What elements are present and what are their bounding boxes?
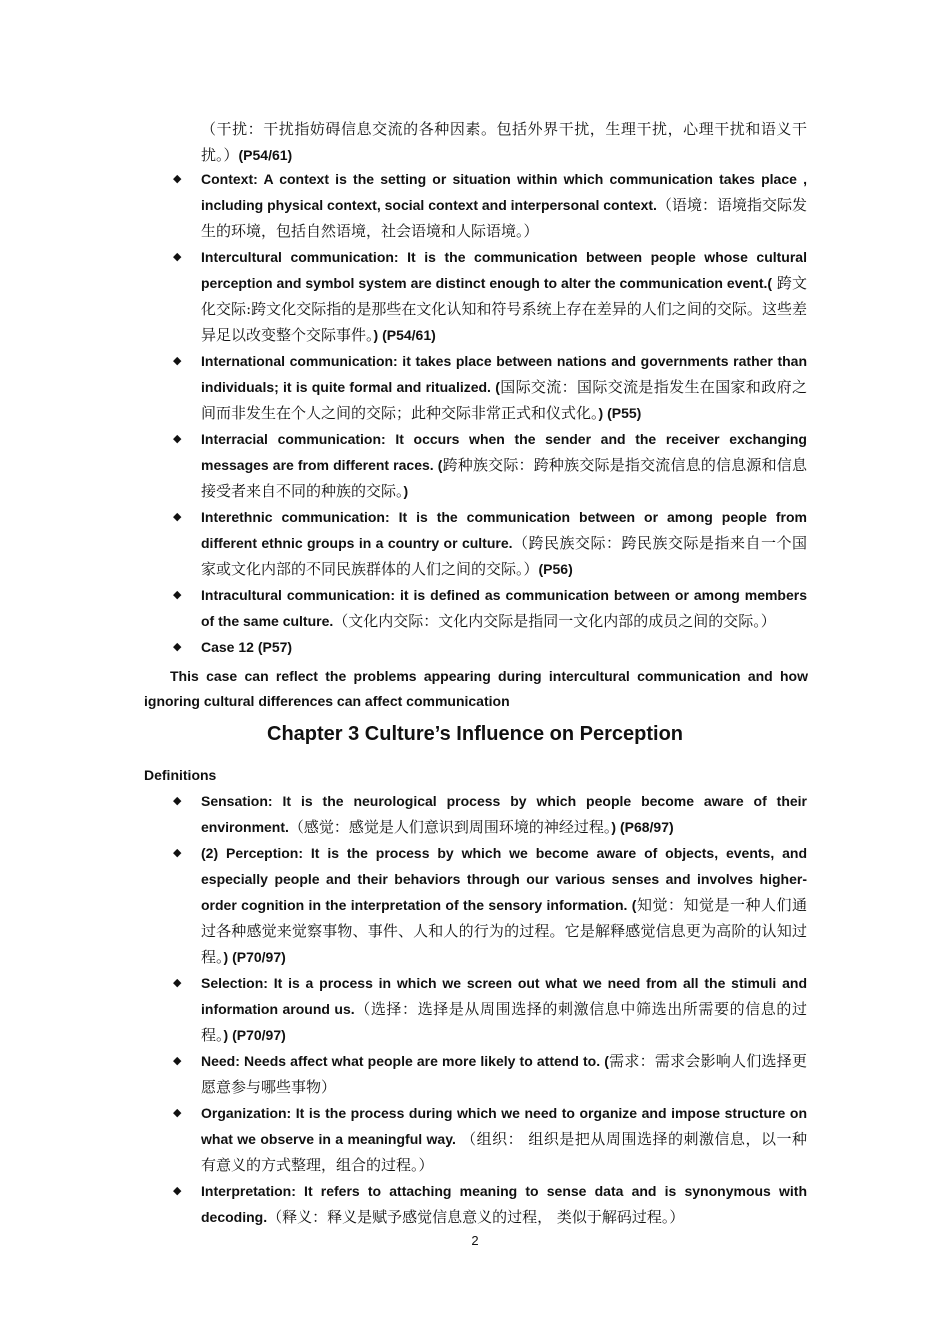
list-item-case — [173, 634, 807, 660]
chapter-title: Chapter 3 Culture’s Influence on Perception — [267, 723, 683, 745]
list-item-interracial — [173, 426, 807, 504]
list-item-perception — [173, 840, 807, 970]
item-chinese: 需求：需求会影响人们选择更愿意参与哪些事物） — [201, 1052, 807, 1096]
list-item-need — [173, 1048, 807, 1100]
item-english: Interracial communication: It occurs when the sender and the receiver exchanging messages are from different races. ( — [201, 431, 807, 473]
item-english: (2) Perception: It is the process by which we become aware of objects, events, and especially people and their behaviors through our various senses and involves higher-order cognition in the interpretation of the sensory information. ( — [201, 845, 807, 913]
bullet-diamond-icon: ◆ — [173, 1184, 182, 1197]
list-item-interpretation — [173, 1178, 807, 1230]
bullet-diamond-icon: ◆ — [173, 510, 182, 523]
bullet-diamond-icon: ◆ — [173, 794, 182, 807]
list-item-intercultural — [173, 244, 807, 348]
page-number: 2 — [471, 1233, 479, 1248]
bullet-diamond-icon: ◆ — [173, 846, 182, 859]
item-reference: ) (P55) — [598, 405, 642, 421]
item-english: Context: A context is the setting or situation within which communication takes place , including physical context, social context and interpersonal context. — [201, 171, 807, 213]
item-reference: ) (P70/97) — [223, 949, 286, 965]
bullet-diamond-icon: ◆ — [173, 1106, 182, 1119]
item-english: Case 12 (P57) — [201, 639, 293, 655]
list-item-selection — [173, 970, 807, 1048]
list-item-organization — [173, 1100, 807, 1178]
item-english: Selection: It is a process in which we screen out what we need from all the stimuli and information around us. — [201, 975, 807, 1017]
item-english: Need: Needs affect what people are more likely to attend to. ( — [201, 1053, 609, 1069]
item-reference: ) — [403, 483, 409, 499]
item-reference: (P56) — [538, 561, 573, 577]
list-item-context — [173, 166, 807, 244]
item-chinese: （选择：选择是从周围选择的刺激信息中筛选出所需要的信息的过程。 — [201, 1000, 807, 1044]
list-item-international — [173, 348, 807, 426]
item-chinese: 国际交流：国际交流是指发生在国家和政府之间而非发生在个人之间的交际；此种交际非常正式和仪式化。 — [201, 378, 807, 422]
item-english: Intercultural communication: It is the communication between people whose cultural perception and symbol system are distinct enough to alter the communication event.( — [201, 249, 807, 291]
case-paragraph: This case can reflect the problems appearing during intercultural communication and how ignoring cultural differences can affect communication — [144, 668, 808, 709]
item-reference: ) (P68/97) — [611, 819, 674, 835]
continuation-paragraph — [201, 116, 807, 168]
item-chinese: （感觉：感觉是人们意识到周围环境的神经过程。 — [288, 818, 612, 836]
item-chinese: （文化内交际：文化内交际是指同一文化内部的成员之间的交际。） — [333, 612, 776, 630]
item-chinese: 知觉：知觉是一种人们通过各种感觉来觉察事物、事件、人和人的行为的过程。它是解释感觉信息更为高阶的认知过程。 — [201, 896, 807, 966]
bullet-diamond-icon: ◆ — [173, 588, 182, 601]
item-chinese: （释义：释义是赋予感觉信息意义的过程， 类似于解码过程。） — [267, 1208, 685, 1226]
bullet-diamond-icon: ◆ — [173, 250, 182, 263]
definitions-list — [173, 788, 807, 1230]
item-english: Intracultural communication: it is defined as communication between or among members of the same culture. — [201, 587, 807, 629]
item-reference: ) (P70/97) — [223, 1027, 286, 1043]
bullet-diamond-icon: ◆ — [173, 640, 182, 653]
item-chinese: 跨文化交际:跨文化交际指的是那些在文化认知和符号系统上存在差异的人们之间的交际。这些差异足以改变整个交际事件。 — [201, 274, 807, 344]
item-chinese: （跨民族交际：跨民族交际是指来自一个国家或文化内部的不同民族群体的人们之间的交际。） — [201, 534, 807, 578]
item-chinese: （组织： 组织是把从周围选择的刺激信息，以一种有意义的方式整理，组合的过程。） — [201, 1130, 807, 1174]
communication-types-list — [173, 166, 807, 660]
continuation-chinese: （干扰：干扰指妨碍信息交流的各种因素。包括外界干扰，生理干扰，心理干扰和语义干扰。） — [201, 120, 807, 164]
list-item-interethnic — [173, 504, 807, 582]
list-item-sensation — [173, 788, 807, 840]
bullet-diamond-icon: ◆ — [173, 432, 182, 445]
item-english: Interpretation: It refers to attaching meaning to sense data and is synonymous with decoding. — [201, 1183, 807, 1225]
item-chinese: 跨种族交际：跨种族交际是指交流信息的信息源和信息接受者来自不同的种族的交际。 — [201, 456, 807, 500]
bullet-diamond-icon: ◆ — [173, 976, 182, 989]
bullet-diamond-icon: ◆ — [173, 172, 182, 185]
list-item-intracultural — [173, 582, 807, 634]
item-reference: ) (P54/61) — [373, 327, 436, 343]
item-english: Sensation: It is the neurological process by which people become aware of their environment. — [201, 793, 807, 835]
item-chinese: （语境：语境指交际发生的环境，包括自然语境，社会语境和人际语境。） — [201, 196, 807, 240]
bullet-diamond-icon: ◆ — [173, 354, 182, 367]
continuation-reference: (P54/61) — [238, 147, 293, 163]
definitions-heading: Definitions — [144, 767, 217, 783]
item-english: Interethnic communication: It is the communication between or among people from different ethnic groups in a country or culture. — [201, 509, 807, 551]
item-english: International communication: it takes place between nations and governments rather than individuals; it is quite formal and ritualized. ( — [201, 353, 807, 395]
item-english: Organization: It is the process during which we need to organize and impose structure on what we observe in a meaningful way. — [201, 1105, 807, 1147]
bullet-diamond-icon: ◆ — [173, 1054, 182, 1067]
